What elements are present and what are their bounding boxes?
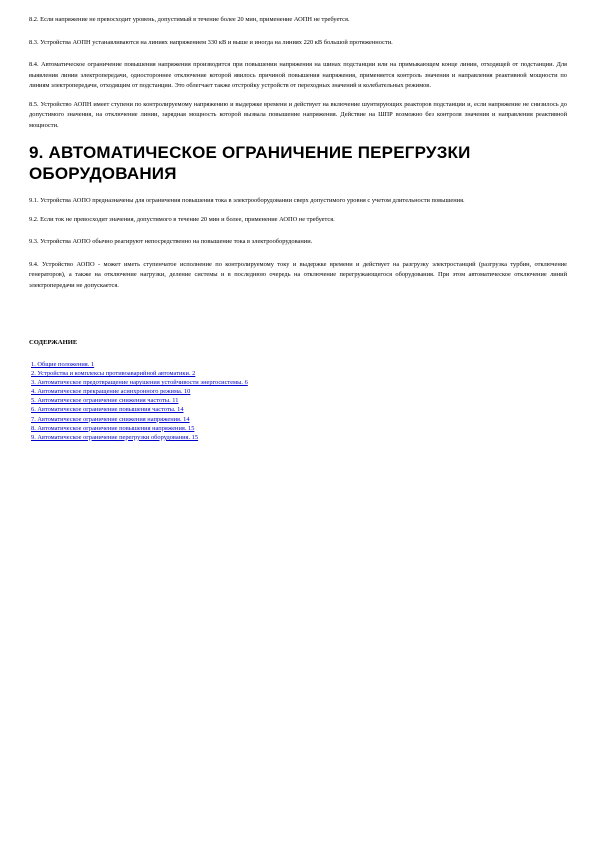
- toc-link-5[interactable]: 5. Автоматическое ограничение снижения частоты. 11: [31, 397, 179, 405]
- paragraph-9-4: 9.4. Устройство АОПО - может иметь ступенчатое исполнение по контролируемому току и выдержке времени и действует на разгрузку электростанций (разгрузка турбин, отключение генераторов), а также на отключение нагрузки, деление системы и в последнюю очередь на отключение перегружающегося оборудования. При этом автоматическое отключение линий электропередачи не допускается.: [29, 260, 567, 289]
- toc-heading: СОДЕРЖАНИЕ: [29, 339, 78, 346]
- toc-item: [31, 360, 567, 369]
- paragraph-8-4: 8.4. Автоматическое ограничение повышения напряжения производится при повышении напряжения на шинах подстанции или на примыкающем конце линии, отходящей от подстанции. Для выявления линии электропередачи, одностороннее отключение которой явилось причиной повышения напряжения, применяется контроль значения и направления реактивной мощности по линиям электропередачи, отходящим от подстанции. Это облегчает также отстройку устройств от переходных значений и колебательных режимов.: [29, 61, 567, 89]
- toc-link-2[interactable]: 2. Устройства и комплексы противоаварийной автоматики. 2: [31, 370, 196, 378]
- section-title: 9. АВТОМАТИЧЕСКОЕ ОГРАНИЧЕНИЕ ПЕРЕГРУЗКИ ОБОРУДОВАНИЯ: [29, 143, 471, 183]
- toc-link-9[interactable]: 9. Автоматическое ограничение перегрузки оборудования. 15: [31, 433, 199, 441]
- toc-link-1[interactable]: 1. Общие положения. 1: [31, 361, 95, 368]
- toc-link-8[interactable]: 8. Автоматическое ограничение повышения напряжения. 15: [31, 424, 195, 432]
- toc-item: [31, 387, 567, 396]
- paragraph-8-5: 8.5. Устройство АОПН имеет ступени по контролируемому напряжению и выдержке времени и действует на включение шунтирующих реакторов подстанции и, если напряжение не снизилось до допустимого значения, на отключение линии, зарядная мощность которой вызвала повышение напряжения. Действие на ШПР возможно без контроля значения и направления реактивной мощности.: [29, 100, 567, 129]
- paragraph-8-3: 8.3. Устройства АОПН устанавливаются на линиях напряжением 330 кВ и выше и иногда на линиях 220 кВ большой протяженности.: [29, 38, 393, 46]
- toc-item: [31, 396, 567, 405]
- toc-item: [31, 433, 567, 442]
- paragraph-9-1: 9.1. Устройства АОПО предназначены для ограничения повышения тока в электрооборудовании сверх допустимого уровня с учетом длительности повышения.: [29, 197, 465, 204]
- paragraph-9-2: 9.2. Если ток не превосходит значения, допустимого в течение 20 мин и более, применение АОПО не требуется.: [29, 215, 335, 223]
- toc-link-3[interactable]: 3. Автоматическое предотвращение нарушения устойчивости энергосистемы. 6: [31, 379, 248, 387]
- toc-link-6[interactable]: 6. Автоматическое ограничение повышения частоты. 14: [31, 406, 184, 414]
- toc-item: [31, 369, 567, 378]
- paragraph-8-2: 8.2. Если напряжение не превосходит уровень, допустимый в течение более 20 мин, применение АОПН не требуется.: [29, 16, 350, 23]
- toc-link-4[interactable]: 4. Автоматическое прекращение асинхронного режима. 10: [31, 388, 191, 396]
- toc-link-7[interactable]: 7. Автоматическое ограничение снижения напряжения. 14: [31, 415, 190, 423]
- toc-item: [31, 415, 567, 424]
- toc-item: [31, 378, 567, 387]
- paragraph-9-3: 9.3. Устройства АОПО обычно реагируют непосредственно на повышение тока в электрооборудовании.: [29, 238, 313, 245]
- toc-item: [31, 405, 567, 414]
- toc-item: [31, 424, 567, 433]
- table-of-contents: [29, 360, 567, 442]
